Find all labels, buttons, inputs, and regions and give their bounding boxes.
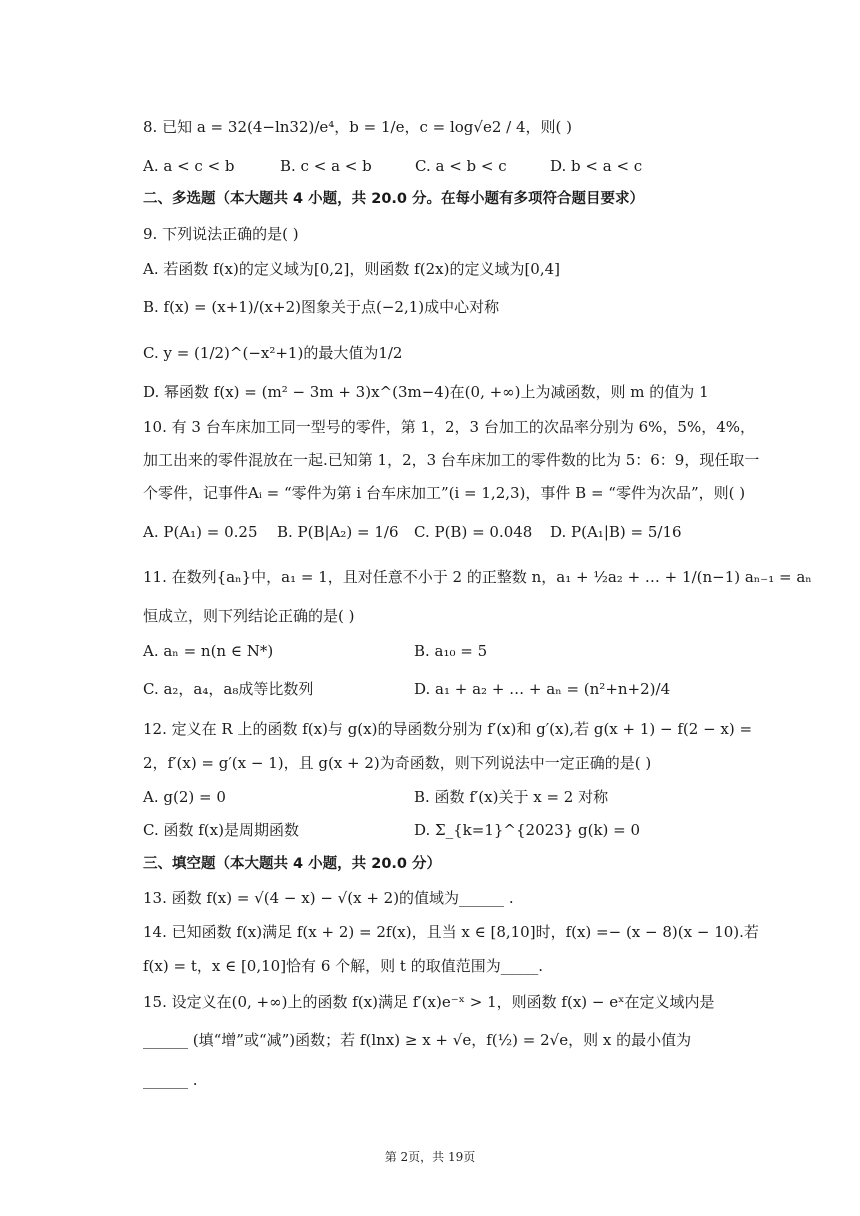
- q10-option-c: C. P(B) = 0.048: [414, 523, 533, 541]
- question-11-line-1: 11. 在数列{aₙ}中，a₁ = 1，且对任意不小于 2 的正整数 n，a₁ + ½a₂ + … + 1/(n−1) aₙ₋₁ = aₙ: [143, 568, 812, 586]
- q10-option-a: A. P(A₁) = 0.25: [143, 523, 258, 541]
- question-13: 13. 函数 f(x) = √(4 − x) − √(x + 2)的值域为______ .: [143, 889, 514, 907]
- q9-option-a: A. 若函数 f(x)的定义域为[0,2]，则函数 f(2x)的定义域为[0,4]: [143, 260, 560, 278]
- q8-option-a: A. a < c < b: [143, 157, 235, 175]
- q12-option-c: C. 函数 f(x)是周期函数: [143, 821, 299, 839]
- question-14-line-1: 14. 已知函数 f(x)满足 f(x + 2) = 2f(x)，且当 x ∈ [8,10]时，f(x) =− (x − 8)(x − 10).若: [143, 923, 759, 941]
- q12-option-d: D. Σ_{k=1}^{2023} g(k) = 0: [414, 821, 641, 839]
- question-10-line-2: 加工出来的零件混放在一起.已知第 1，2，3 台车床加工的零件数的比为 5：6：9，现任取一: [143, 451, 760, 469]
- question-12-line-1: 12. 定义在 R 上的函数 f(x)与 g(x)的导函数分别为 f′(x)和 g′(x),若 g(x + 1) − f(2 − x) =: [143, 720, 753, 738]
- question-8: 8. 已知 a = 32(4−ln32)/e⁴，b = 1/e，c = log√e2 / 4，则( ): [143, 118, 572, 136]
- section-3-heading: 三、填空题（本大题共 4 小题，共 20.0 分）: [143, 856, 442, 872]
- q11-option-b: B. a₁₀ = 5: [414, 642, 488, 660]
- q11-option-c: C. a₂，a₄，a₈成等比数列: [143, 680, 314, 698]
- question-12-line-2: 2，f′(x) = g′(x − 1)，且 g(x + 2)为奇函数，则下列说法中一定正确的是( ): [143, 754, 652, 772]
- q9-option-d: D. 幂函数 f(x) = (m² − 3m + 3)x^(3m−4)在(0, +∞)上为减函数，则 m 的值为 1: [143, 383, 709, 401]
- section-2-heading: 二、多选题（本大题共 4 小题，共 20.0 分。在每小题有多项符合题目要求）: [143, 191, 645, 207]
- q10-option-b: B. P(B|A₂) = 1/6: [277, 523, 399, 541]
- page-footer: 第 2页，共 19页: [384, 1150, 476, 1164]
- q11-option-a: A. aₙ = n(n ∈ N*): [143, 642, 274, 660]
- q8-option-b: B. c < a < b: [280, 157, 372, 175]
- question-15-line-2: ______ (填“增”或“减”)函数；若 f(lnx) ≥ x + √e，f(½) = 2√e，则 x 的最小值为: [143, 1031, 692, 1049]
- question-10-line-1: 10. 有 3 台车床加工同一型号的零件，第 1，2，3 台加工的次品率分别为 6%，5%，4%，: [143, 418, 756, 436]
- q8-option-d: D. b < a < c: [550, 157, 643, 175]
- q10-option-d: D. P(A₁|B) = 5/16: [550, 523, 682, 541]
- question-15-line-3: ______ .: [143, 1071, 198, 1089]
- question-14-line-2: f(x) = t，x ∈ [0,10]恰有 6 个解，则 t 的取值范围为_____.: [143, 957, 543, 975]
- q9-option-c: C. y = (1/2)^(−x²+1)的最大值为1/2: [143, 344, 403, 362]
- question-9: 9. 下列说法正确的是( ): [143, 225, 299, 243]
- question-11-line-2: 恒成立，则下列结论正确的是( ): [143, 607, 355, 625]
- q8-option-c: C. a < b < c: [415, 157, 507, 175]
- question-15-line-1: 15. 设定义在(0, +∞)上的函数 f(x)满足 f′(x)e⁻ˣ > 1，则函数 f(x) − eˣ在定义域内是: [143, 993, 715, 1011]
- q12-option-b: B. 函数 f′(x)关于 x = 2 对称: [414, 788, 609, 806]
- q12-option-a: A. g(2) = 0: [143, 788, 226, 806]
- q11-option-d: D. a₁ + a₂ + … + aₙ = (n²+n+2)/4: [414, 680, 671, 698]
- q9-option-b: B. f(x) = (x+1)/(x+2)图象关于点(−2,1)成中心对称: [143, 298, 500, 316]
- question-10-line-3: 个零件，记事件Aᵢ = “零件为第 i 台车床加工”(i = 1,2,3)，事件 B = “零件为次品”，则( ): [143, 484, 746, 502]
